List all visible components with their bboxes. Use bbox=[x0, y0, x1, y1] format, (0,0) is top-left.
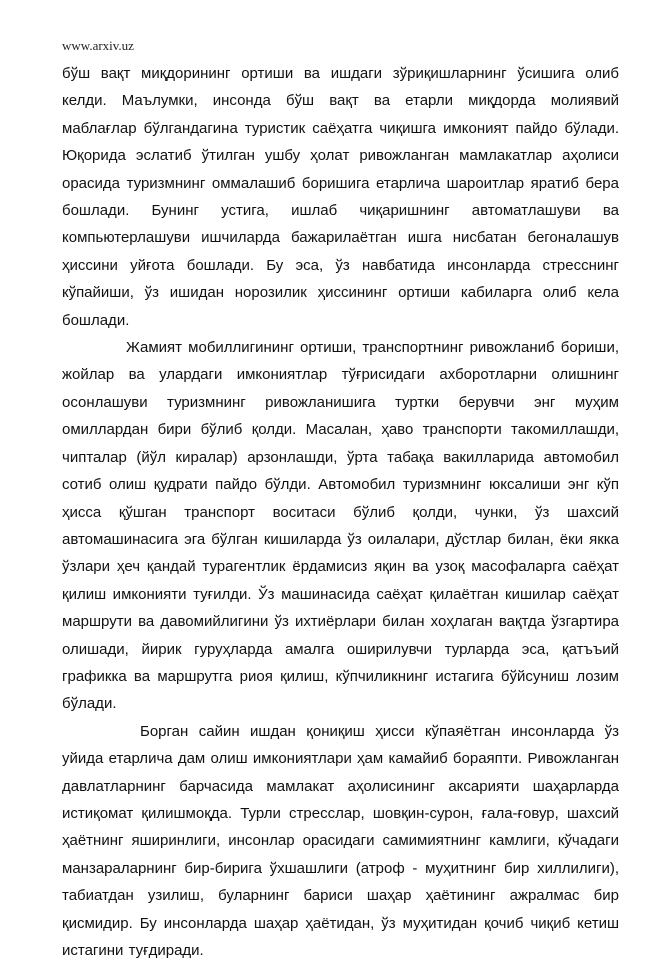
paragraph-1: бўш вақт миқдорининг ортиши ва ишдаги зўриқишларнинг ўсишига олиб келди. Маълумки, инсонда бўш вақт ва етарли миқдорда молиявий маблағлар бўлгандагина туристик саёҳатга чиқишга имконият пайдо бўлади. Юқорида эслатиб ўтилган ушбу ҳолат ривожланган мамлакатлар аҳолиси орасида туризмнинг оммалашиб боришига етарлича шароитлар яратиб бера бошлади. Бунинг устига, ишлаб чиқаришнинг автоматлашуви ва компьютерлашуви ишчиларда бажарилаётган ишга нисбатан бегоналашув ҳиссини уйғота бошлади. Бу эса, ўз навбатида инсонларда стресснинг кўпайиши, ўз ишидан норозилик ҳиссининг ортиши кабиларга олиб кела бошлади. bbox=[62, 65, 619, 329]
document-body bbox=[62, 60, 619, 964]
paragraph-2: Жамият мобиллигининг ортиши, транспортнинг ривожланиб бориши, жойлар ва улардаги имкониятлар тўғрисидаги ахборотларни олишнинг осонлашуви туризмнинг ривожланишига туртки берувчи энг муҳим омиллардан бири бўлиб қолди. Масалан, ҳаво транспорти такомиллашди, чипталар (йўл киралар) арзонлашди, ўрта табақа вакилларида автомобил сотиб олиш қудрати пайдо бўлди. Автомобил туризмнинг юксалиши энг кўп ҳисса қўшган транспорт воситаси бўлиб қолди, чунки, ўз шахсий автомашинасига эга бўлган кишиларда ўз оилалари, дўстлар билан, ёки якка ўзлари ҳеч қандай турагентлик ёрдамисиз яқин ва узоқ масофаларга саёҳат қилиш имконияти туғилди. Ўз машинасида саёҳат қилаётган кишилар саёҳат маршрути ва давомийлигини ўз ихтиёрлари билан хоҳлаган вақтда ўзгартира олишади, йирик гуруҳларда амалга оширилувчи турларда эса, қатъъий графикка ва маршрутга риоя қилиш, кўпчиликнинг истагига бўйсуниш лозим бўлади. bbox=[62, 339, 619, 713]
paragraph-3: Борган сайин ишдан қониқиш ҳисси кўпаяётган инсонларда ўз уйида етарлича дам олиш имкониятлари ҳам камайиб бораяпти. Ривожланган давлатларнинг барчасида мамлакат аҳолисининг аксарияти шаҳарларда истиқомат қилишмоқда. Турли стресслар, шовқин-сурон, ғала-ғовур, шахсий ҳаётнинг яширинлиги, инсонлар орасидаги самимиятнинг камлиги, кўчадаги манзараларнинг бир-бирига ўхшашлиги (атроф - муҳитнинг бир хиллилиги), табиатдан узилиш, буларнинг бариси шаҳар ҳаётининг ажралмас бир қисмидир. Бу инсонларда шаҳар ҳаётидан, ўз муҳитидан қочиб чиқиб кетиш истагини туғдиради. bbox=[62, 722, 619, 959]
site-header: www.arxiv.uz bbox=[62, 38, 134, 53]
